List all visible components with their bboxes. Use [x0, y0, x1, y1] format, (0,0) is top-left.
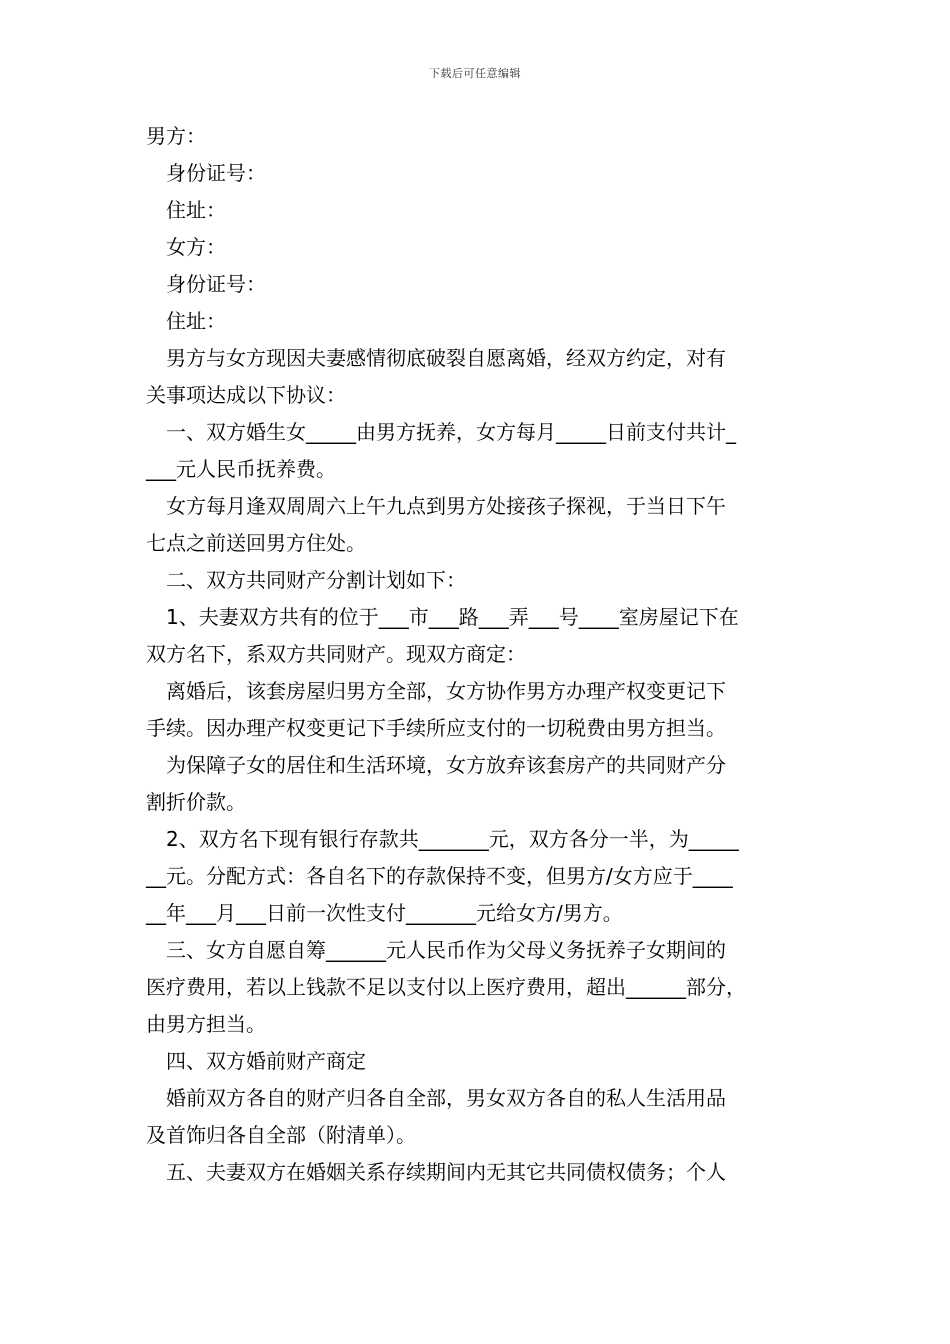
- document-body: [146, 118, 810, 1191]
- text-line: 身份证号：: [166, 272, 266, 296]
- text-line: 男方与女方现因夫妻感情彻底破裂自愿离婚，经双方约定，对有: [166, 346, 726, 370]
- text-line: __元。分配方式：各自名下的存款保持不变，但男方/女方应于____: [146, 864, 733, 888]
- text-line: 住址：: [166, 309, 226, 333]
- text-line: 2、双方名下现有银行存款共_______元，双方各分一半，为_____: [166, 827, 739, 851]
- text-line: __年___月___日前一次性支付_______元给女方/男方。: [146, 901, 623, 925]
- text-line: 双方名下，系双方共同财产。现双方商定：: [146, 642, 526, 666]
- text-line: 1、夫妻双方共有的位于___市___路___弄___号____室房屋记下在: [166, 605, 739, 629]
- text-line: 关事项达成以下协议：: [146, 383, 346, 407]
- text-line: 男方：: [146, 124, 206, 148]
- text-line: 割折价款。: [146, 790, 246, 814]
- text-line: 四、双方婚前财产商定: [166, 1049, 366, 1073]
- text-line: 医疗费用，若以上钱款不足以支付以上医疗费用，超出______部分，: [146, 975, 746, 999]
- page-header: 下载后可任意编辑: [429, 67, 521, 80]
- text-line: 由男方担当。: [146, 1012, 266, 1036]
- text-line: 二、双方共同财产分割计划如下：: [166, 568, 466, 592]
- text-line: 三、女方自愿自筹______元人民币作为父母义务抚养子女期间的: [166, 938, 726, 962]
- text-line: 住址：: [166, 198, 226, 222]
- text-line: 女方每月逢双周周六上午九点到男方处接孩子探视，于当日下午: [166, 494, 726, 518]
- text-line: 七点之前送回男方住处。: [146, 531, 366, 555]
- text-line: 离婚后，该套房屋归男方全部，女方协作男方办理产权变更记下: [166, 679, 726, 703]
- text-line: 及首饰归各自全部（附清单）。: [146, 1123, 416, 1147]
- text-line: 婚前双方各自的财产归各自全部，男女双方各自的私人生活用品: [166, 1086, 726, 1110]
- text-line: 五、夫妻双方在婚姻关系存续期间内无其它共同债权债务；个人: [166, 1160, 726, 1184]
- text-line: ___元人民币抚养费。: [146, 457, 336, 481]
- text-line: 一、双方婚生女_____由男方抚养，女方每月_____日前支付共计_: [166, 420, 736, 444]
- text-line: 为保障子女的居住和生活环境，女方放弃该套房产的共同财产分: [166, 753, 726, 777]
- text-line: 身份证号：: [166, 161, 266, 185]
- text-line: 手续。因办理产权变更记下手续所应支付的一切税费由男方担当。: [146, 716, 726, 740]
- text-line: 女方：: [166, 235, 226, 259]
